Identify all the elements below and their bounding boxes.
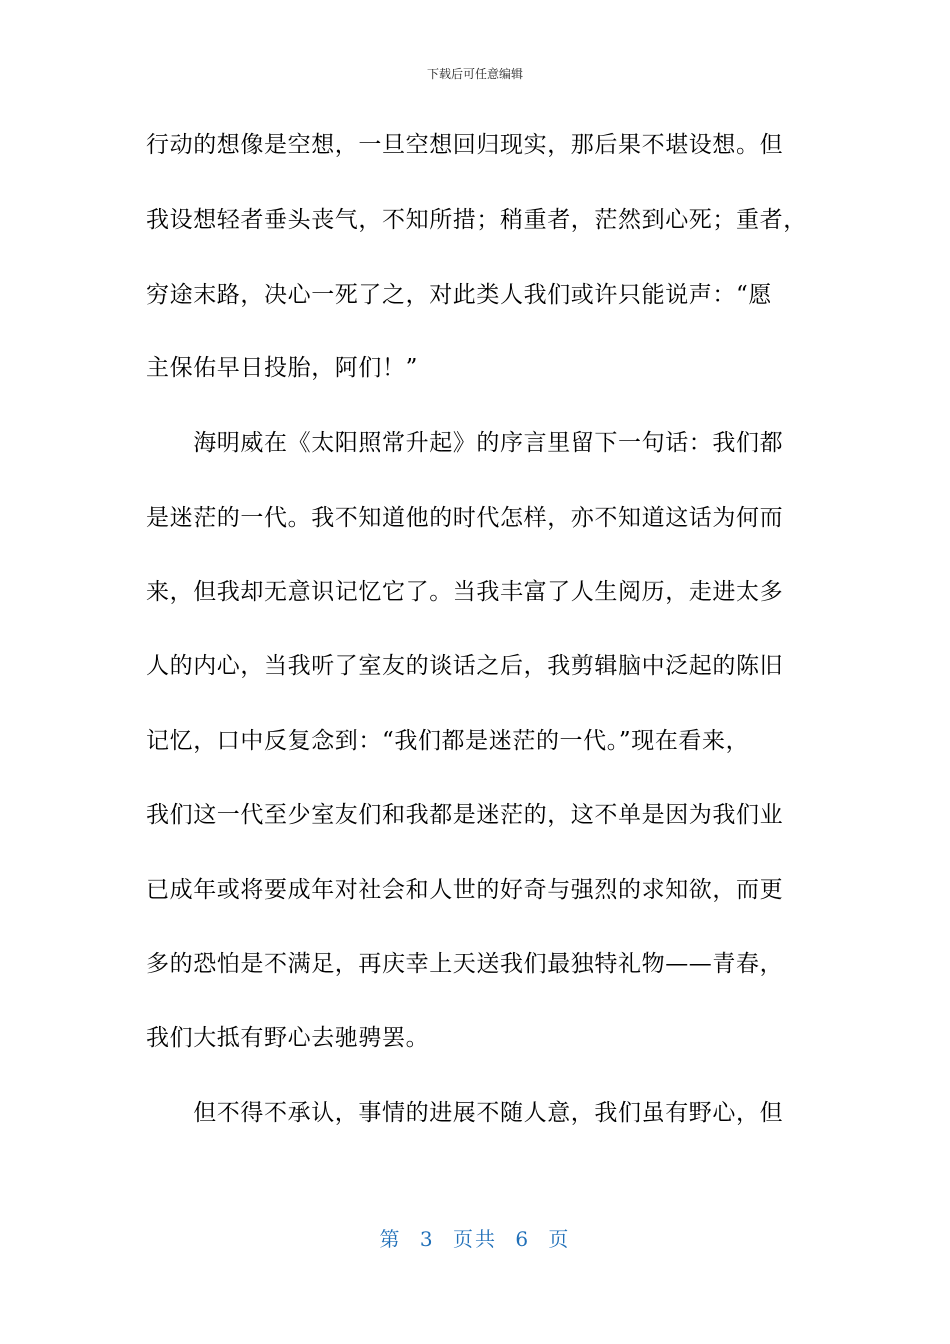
page-number: 第 3 页共 6 页 (379, 1227, 571, 1251)
text-line: 主保佑早日投胎，阿们！” (146, 355, 418, 381)
text-line: 穷途末路，决心一死了之，对此类人我们或许只能说声：“愿 (146, 282, 772, 308)
text-line: 我设想轻者垂头丧气，不知所措；稍重者，茫然到心死；重者， (146, 207, 807, 233)
text-line: 来，但我却无意识记忆它了。当我丰富了人生阅历，走进太多 (146, 579, 784, 605)
page-header-note: 下载后可任意编辑 (426, 67, 523, 81)
text-line: 我们这一代至少室友们和我都是迷茫的，这不单是因为我们业 (146, 802, 784, 828)
text-line: 已成年或将要成年对社会和人世的好奇与强烈的求知欲，而更 (146, 877, 784, 903)
text-line: 海明威在《太阳照常升起》的序言里留下一句话：我们都 (146, 430, 784, 456)
text-line: 人的内心，当我听了室友的谈话之后，我剪辑脑中泛起的陈旧 (146, 653, 784, 679)
text-line: 我们大抵有野心去驰骋罢。 (146, 1025, 430, 1051)
text-line: 记忆，口中反复念到：“我们都是迷茫的一代。”现在看来， (146, 728, 750, 754)
text-line: 多的恐怕是不满足，再庆幸上天送我们最独特礼物——青春， (146, 951, 784, 977)
text-line: 行动的想像是空想，一旦空想回归现实，那后果不堪设想。但 (146, 132, 784, 158)
text-line: 是迷茫的一代。我不知道他的时代怎样，亦不知道这话为何而 (146, 505, 784, 531)
text-line: 但不得不承认，事情的进展不随人意，我们虽有野心，但 (146, 1100, 784, 1126)
